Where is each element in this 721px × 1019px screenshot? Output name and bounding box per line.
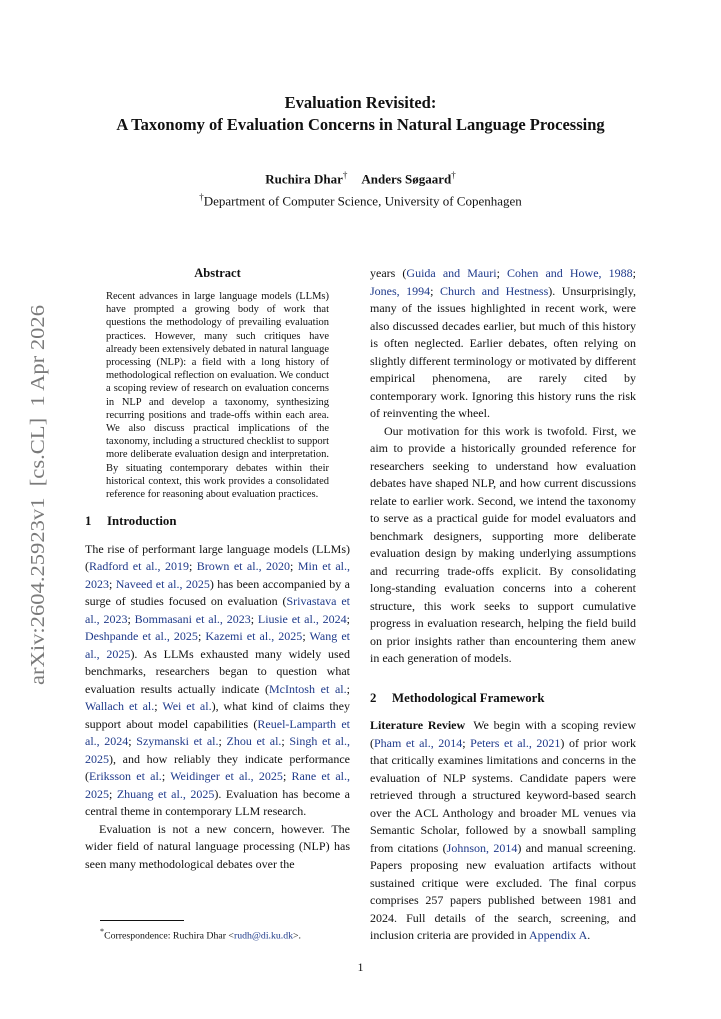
citation-link[interactable]: Reuel-Lamparth et al., 2024 bbox=[85, 716, 350, 749]
footnote bbox=[85, 920, 350, 942]
abstract-text: Recent advances in large language models (LLMs) have prompted a growing body of work that questions the methodology of prevailing evaluation practices. However, many such critiques have already been extensively debated in natural language processing (NLP): a field with a long history of methodological reflection on evaluation. We conduct a scoping review of research on evaluation concerns in NLP and develop a taxonomy, synthesizing recurring positions and trade-offs within each area. We also discuss practical implications of the taxonomy, including a structured checklist to support more deliberate evaluation design and interpretation. By situating contemporary debates within their historical context, this work provides a consolidated reference for reasoning about evaluation practices. bbox=[106, 291, 329, 501]
affiliation-mark: † bbox=[199, 192, 204, 203]
citation-link[interactable]: Johnson, 2014 bbox=[446, 840, 518, 855]
section-number: 2 bbox=[370, 690, 377, 705]
citation-link[interactable]: Singh et al., 2025 bbox=[85, 734, 350, 766]
paper-title-line1: Evaluation Revisited: bbox=[284, 93, 437, 112]
affiliation bbox=[0, 188, 721, 210]
section-title: Introduction bbox=[107, 514, 177, 529]
section-heading-introduction bbox=[85, 513, 350, 531]
appendix-link[interactable]: Appendix A bbox=[528, 928, 588, 942]
paragraph-heading: Literature Review bbox=[370, 718, 466, 732]
citation-link[interactable]: Liusie et al., 2024 bbox=[257, 611, 347, 626]
citation-link[interactable]: Wallach et al. bbox=[85, 699, 155, 714]
citation-link[interactable]: Peters et al., 2021 bbox=[470, 735, 561, 750]
intro-paragraph-2-start: Evaluation is not a new concern, however. The wider field of natural language processing (NLP) has seen many methodological debates over the bbox=[85, 821, 350, 871]
citation-link[interactable]: Min et al., 2023 bbox=[85, 559, 351, 591]
citation-link[interactable]: Bommasani et al., 2023 bbox=[134, 611, 251, 626]
arxiv-id: arXiv:2604.25923v1 [cs.CL] 1 Apr 2026 bbox=[28, 356, 49, 685]
citation-link[interactable]: Jones, 1994 bbox=[370, 283, 431, 298]
method-paragraph: Literature Review We begin with a scoping review (Pham et al., 2014; Peters et al., 2021) of prior work that critically examines limitations and concerns in the evaluation of NLP systems. Candidate papers were retrieved through a structured keyword-based search over the ACL Anthology and broader ML venues via Semantic Scholar, followed by a snowball sampling from citations (Johnson, 2014) and manual screening. Papers proposing new evaluation artifacts without sustained critique were excluded. The final corpus comprises 257 papers published between 1981 and 2024. Full details of the search, screening, and inclusion criteria are provided in Appendix A. bbox=[370, 718, 637, 942]
author-name: Anders Søgaard bbox=[361, 171, 452, 187]
citation-link[interactable]: Radford et al., 2019 bbox=[89, 559, 189, 574]
citation-link[interactable]: Wang et al., 2025 bbox=[85, 629, 350, 661]
citation-link[interactable]: Cohen and Howe, 1988 bbox=[507, 266, 633, 280]
intro-paragraph-1: The rise of performant large language models (LLMs) (Radford et al., 2019; Brown et al., 2020; Min et al., 2023; Naveed et al., 2025) has been accompanied by a surge of studies focused on evaluation (Srivastava et al., 2023; Bommasani et al., 2023; Liusie et al., 2024; Deshpande et al., 2025; Kazemi et al., 2025; Wang et al., 2025). As LLMs exhausted many widely used benchmarks, researchers began to question what evaluation results actually indicate (McIntosh et al.; Wallach et al.; Wei et al.), what kind of claims they support about model capabilities (Reuel-Lamparth et al., 2024; Szymanski et al.; Zhou et al.; Singh et al., 2025), and how reliably they indicate performance (Eriksson et al.; Weidinger et al., 2025; Rane et al., 2025; Zhuang et al., 2025). Evaluation has become a central theme in contemporary LLM research. bbox=[85, 541, 351, 819]
footnote-text: *Correspondence: Ruchira Dhar <rudh@di.ku.dk>. bbox=[100, 927, 302, 942]
intro-paragraph-3: Our motivation for this work is twofold. First, we aim to provide a historically grounded reference for researchers seeking to understand how evaluation debates have shaped NLP, and how current discussions relate to earlier work. Second, we intend the taxonomy to serve as a practical guide for model evaluators and benchmark designers, supporting more deliberate evaluation design by making underlying assumptions and recurring trade-offs explicit. By consolidating long-standing evaluation concerns into a coherent structure, this work seeks to support cumulative progress in evaluation research, helping the field build on prior insights rather than encountering them anew in each generation of models. bbox=[370, 423, 636, 665]
author-name: Ruchira Dhar bbox=[265, 171, 343, 187]
paper-title-line2: A Taxonomy of Evaluation Concerns in Natural Language Processing bbox=[116, 115, 605, 134]
citation-link[interactable]: Kazemi et al., 2025 bbox=[205, 629, 303, 644]
intro-paragraph-2-end: years (Guida and Mauri; Cohen and Howe, 1988; Jones, 1994; Church and Hestness). Unsurprisingly, many of the issues highlighted in recent work, were also discussed decades earlier, but much of this history is often neglected. Earlier debates, often relying on slightly different terminology or motivated by different empirical phenomena, are rarely cited by contemporary work. Ignoring this history runs the risk of reinventing the wheel. bbox=[370, 266, 636, 420]
author-mark: † bbox=[342, 170, 348, 180]
abstract-heading: Abstract bbox=[194, 266, 241, 280]
citation-link[interactable]: Naveed et al., 2025 bbox=[115, 576, 210, 591]
section-number: 1 bbox=[85, 514, 92, 529]
author-names bbox=[0, 166, 721, 188]
arxiv-stamp bbox=[14, 300, 54, 690]
section-title: Methodological Framework bbox=[392, 690, 545, 705]
citation-link[interactable]: Szymanski et al. bbox=[136, 734, 219, 749]
citation-link[interactable]: Eriksson et al. bbox=[89, 769, 162, 784]
citation-link[interactable]: Weidinger et al., 2025 bbox=[170, 769, 283, 784]
affiliation-text: Department of Computer Science, University of Copenhagen bbox=[203, 193, 522, 209]
citation-link[interactable]: Brown et al., 2020 bbox=[196, 559, 291, 574]
citation-link[interactable]: Guida and Mauri bbox=[406, 266, 497, 280]
left-column bbox=[85, 265, 350, 873]
right-column bbox=[370, 265, 636, 945]
citation-link[interactable]: Rane et al., 2025 bbox=[85, 769, 350, 801]
page-number: 1 bbox=[357, 960, 364, 974]
section-heading-methodological-framework bbox=[370, 690, 636, 708]
citation-link[interactable]: Pham et al., 2014 bbox=[374, 735, 463, 750]
citation-link[interactable]: Srivastava et al., 2023 bbox=[85, 594, 350, 626]
citation-link[interactable]: Deshpande et al., 2025 bbox=[85, 629, 198, 644]
author-mark: † bbox=[451, 170, 456, 180]
citation-link[interactable]: Wei et al. bbox=[162, 699, 212, 714]
citation-link[interactable]: Zhou et al. bbox=[226, 734, 282, 749]
author-block bbox=[0, 166, 721, 211]
email-link[interactable]: rudh@di.ku.dk bbox=[233, 930, 294, 942]
footnote-rule bbox=[100, 920, 184, 921]
citation-link[interactable]: Church and Hestness bbox=[439, 283, 549, 298]
title-block bbox=[0, 92, 721, 136]
citation-link[interactable]: McIntosh et al. bbox=[268, 681, 347, 696]
citation-link[interactable]: Zhuang et al., 2025 bbox=[116, 786, 215, 801]
